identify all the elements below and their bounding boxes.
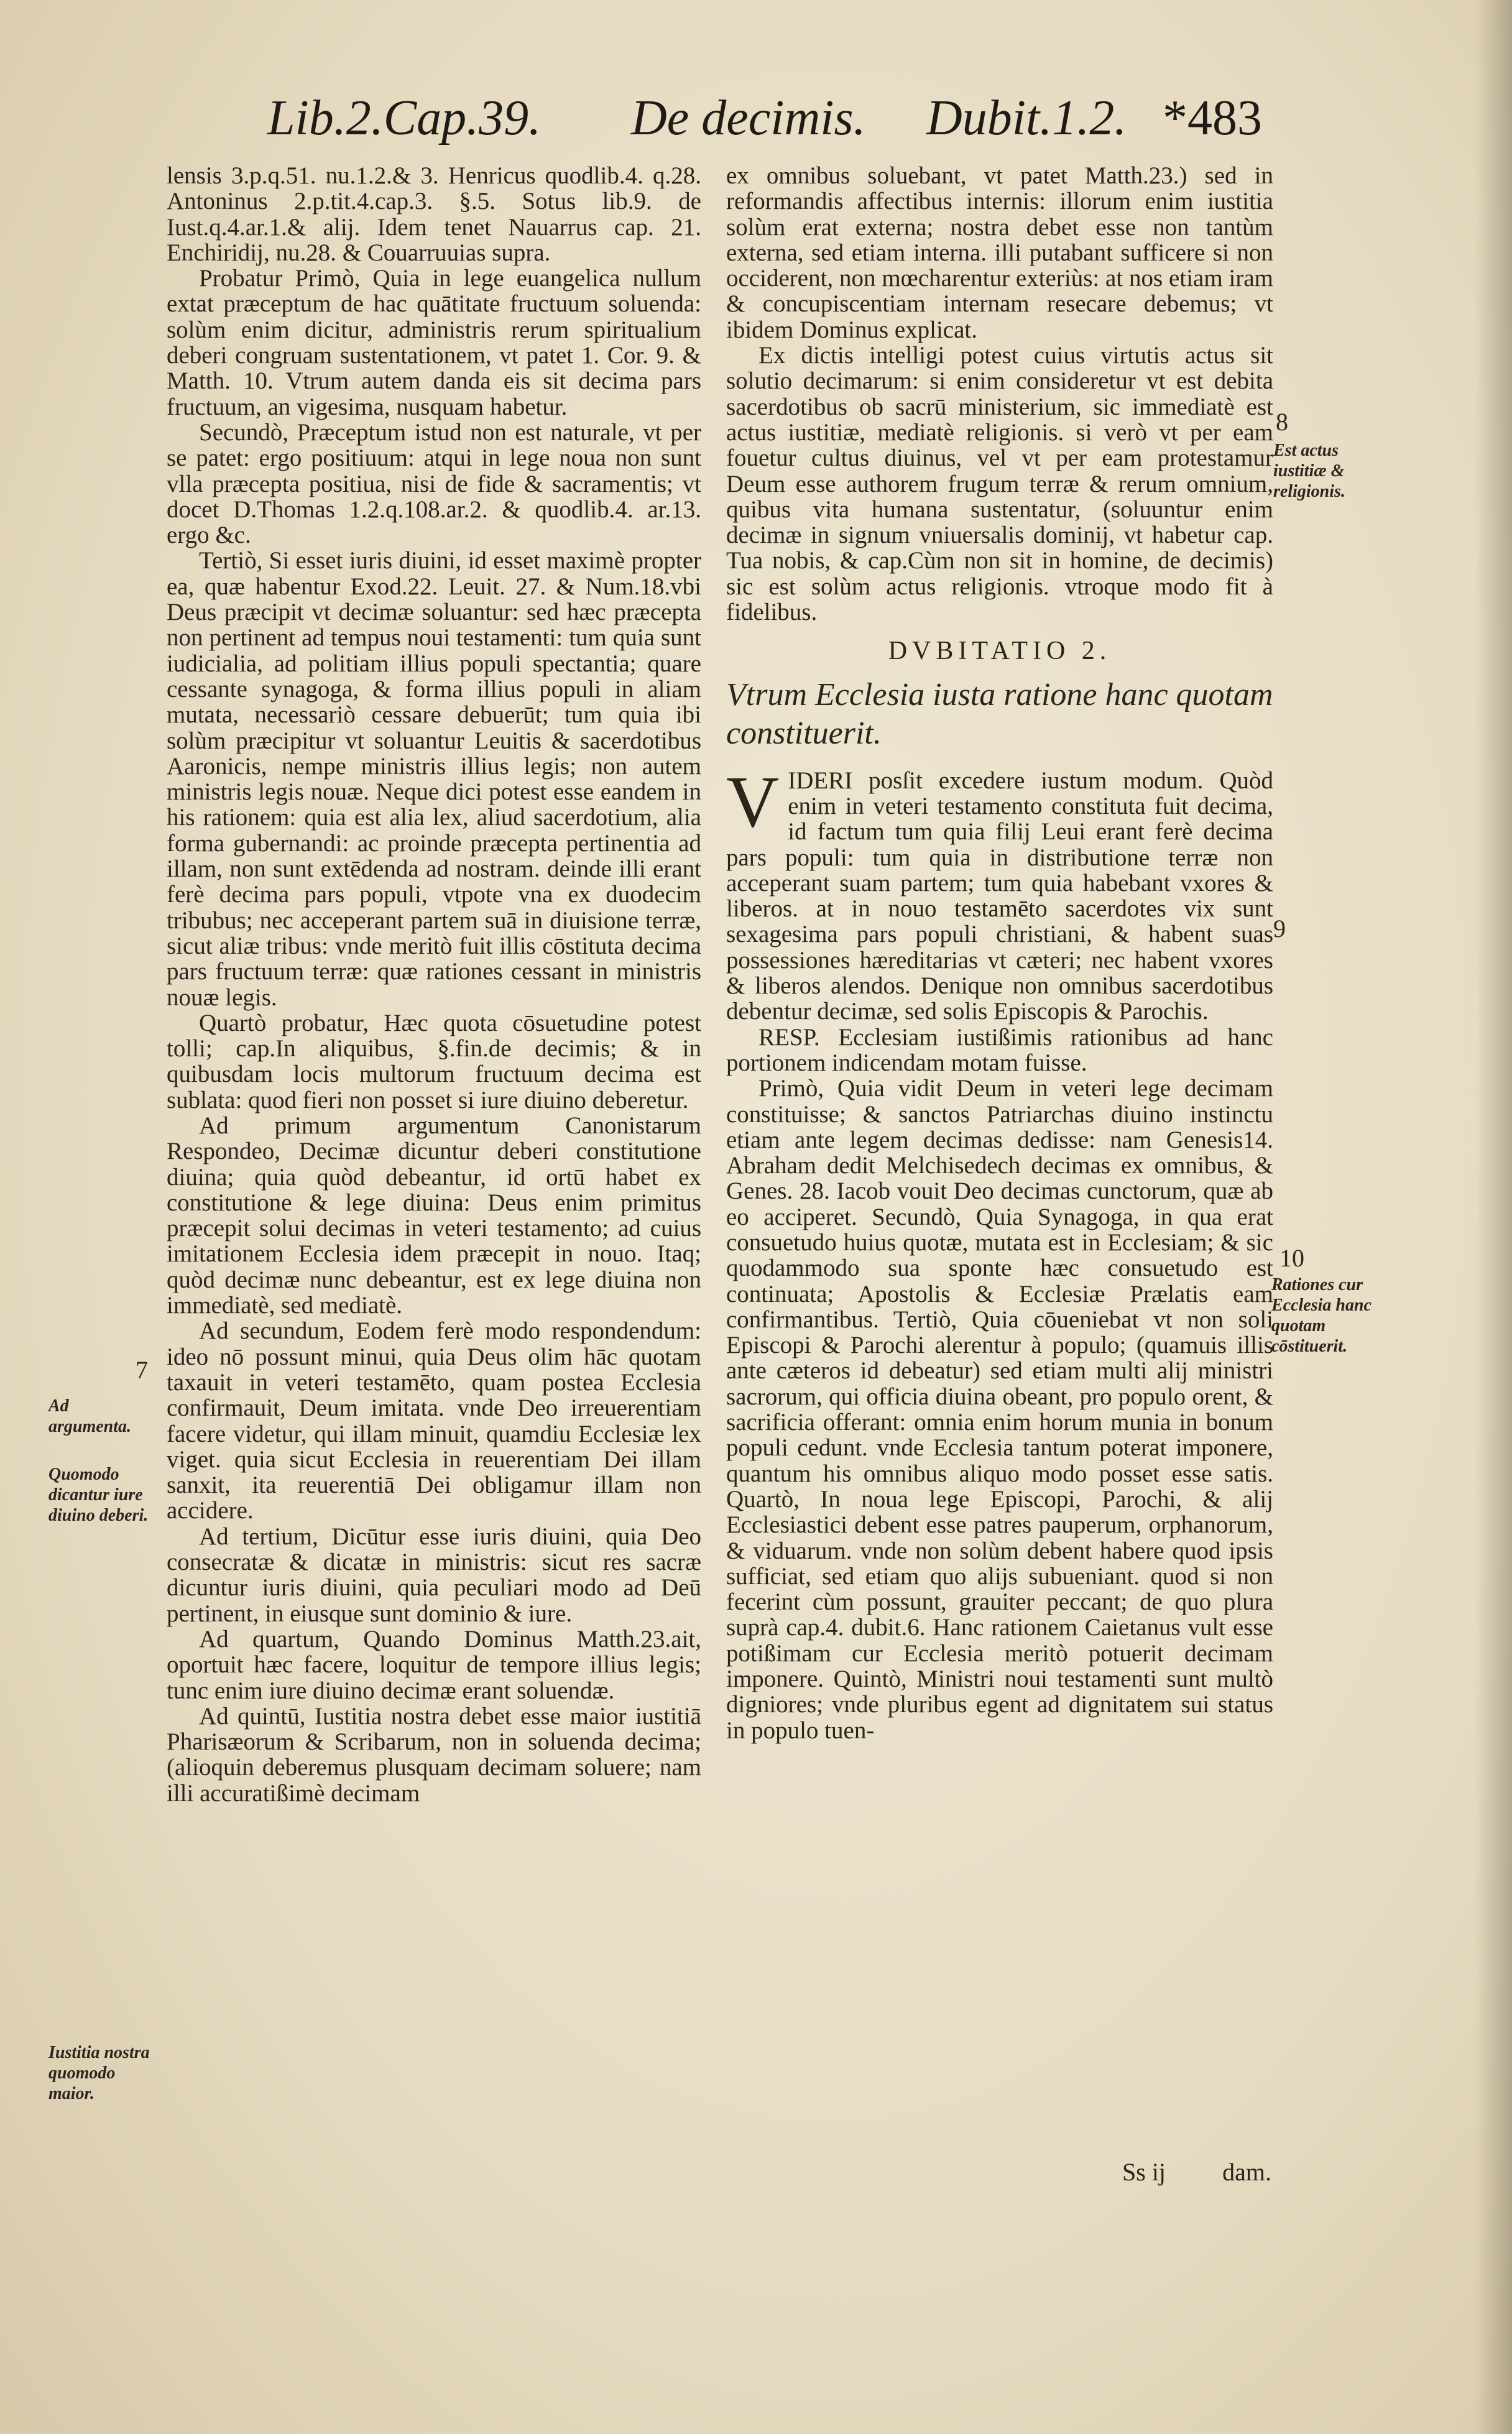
paragraph: Probatur Primò, Quia in lege euangelica nullum extat præceptum de hac quātitate fructuum soluenda: solùm enim dicitur, administris rerum spiritualium deberi congruam sustentationem, vt patet 1. Cor. 9. & Matth. 10. Vtrum autem danda eis sit decima pars fructuum, an vigesima, nusquam habetur. <box>167 265 701 420</box>
paragraph: Ex dictis intelligi potest cuius virtutis actus sit solutio decimarum: si enim consideretur vt est debita sacerdotibus ob sacrū ministerium, sic immediatè est actus iustitiæ, mediatè religionis. si verò vt per eam fouetur cultus diuinus, vel vt per eam protestamur Deum esse authorem frugum terræ & rerum omnium, quibus vita humana sustentatur, (soluuntur enim decimæ in signum vniuersalis dominij, vt habetur cap. Tua nobis, & cap.Cùm non sit in homine, de decimis) sic est solùm actus religionis. vtroque modo fit à fidelibus. <box>726 342 1273 626</box>
paragraph-text: IDERI posſit excedere iustum modum. Quòd enim in veteri testamento constituta fuit decima, id factum tum quia filij Leui erant ferè decima pars populi: tum quia in distributione terræ non acceperant suam partem; tum quia habebant vxores & liberos. at in nouo testamēto sacerdotes vix sunt sexagesima pars populi christiani, & habent suas possessiones hæreditarias vt cæteri; nec habent vxores & liberos alendos. Denique non omnibus sacerdotibus debentur decimæ, sed solis Episcopis & Parochis. <box>726 767 1273 1025</box>
section-heading: DVBITATIO 2. <box>888 637 1112 666</box>
paragraph: Ad quartum, Quando Dominus Matth.23.ait, oportuit hæc facere, loquitur de tempore illius legis; tunc enim iure diuino decimæ erant soluendæ. <box>167 1625 701 1704</box>
paragraph: Secundò, Præceptum istud non est naturale, vt per se patet: ergo positiuum: atqui in lege noua non sunt vlla præcepta positiua, nisi de fide & sacramentis; vt docet D.Thomas 1.2.q.108.ar.2. & quodlib.4. ar.13. ergo &c. <box>167 418 701 549</box>
signature-line <box>1122 2157 1271 2186</box>
margin-number: 8 <box>1276 408 1288 436</box>
margin-note: Iustitia nostra quomodo maior. <box>48 2043 150 2103</box>
paragraph <box>726 760 1273 1025</box>
paragraph: Ad quintū, Iustitia nostra debet esse maior iustitiā Pharisæorum & Scribarum, non in soluenda decima; (alioquin deberemus plusquam decimam soluere; nam illi accuratißimè decimam <box>167 1702 701 1807</box>
header-book-chapter: Lib.2.Cap.39. <box>267 91 542 145</box>
page-edge-shadow <box>1475 0 1512 2434</box>
margin-note: Quomodo dicantur iure diuino deberi. <box>48 1465 149 1525</box>
margin-note: Est actus iustitiæ & religionis. <box>1273 441 1345 501</box>
margin-number: 9 <box>1273 915 1286 943</box>
drop-cap: V <box>726 760 780 842</box>
margin-note: Ad argumenta. <box>48 1396 132 1436</box>
right-column <box>726 163 1273 1743</box>
margin-note: Rationes cur Ecclesia hanc quotam cōstituerit. <box>1271 1275 1371 1356</box>
header-dubitatio: Dubit.1.2. <box>926 91 1127 145</box>
paragraph: Ad tertium, Dicūtur esse iuris diuini, quia Deo consecratæ & dicatæ in ministris: sicut res sacræ dicuntur iuris diuini, quia peculiari modo ad Deū pertinent, in eiusque sunt dominio & iure. <box>167 1523 701 1627</box>
paragraph: Ad primum argumentum Canonistarum Respondeo, Decimæ dicuntur deberi constitutione diuina; quia quòd debeantur, id ortū habet ex constitutione & lege diuina: Deus enim primitus præcepit solui decimas in veteri testamento; ad cuius imitationem Ecclesia idem præcepit in nouo. Itaq; quòd decimæ nunc debeantur, est ex lege diuina non immediatè, sed mediatè. <box>167 1112 701 1319</box>
paragraph: RESP. Ecclesiam iustißimis rationibus ad hanc portionem indicendam motam fuisse. <box>726 1023 1273 1076</box>
paragraph: lensis 3.p.q.51. nu.1.2.& 3. Henricus quodlib.4. q.28. Antoninus 2.p.tit.4.cap.3. §.5. Sotus lib.9. de Iust.q.4.ar.1.& alij. Idem tenet Nauarrus cap. 21. Enchiridij, nu.28. & Couarruuias supra. <box>167 162 701 266</box>
margin-number: 10 <box>1279 1244 1304 1272</box>
page-number: *483 <box>1163 91 1262 145</box>
catchword: dam. <box>1222 2158 1271 2186</box>
question-title: Vtrum Ecclesia iusta ratione hanc quotam constituerit. <box>726 676 1273 751</box>
running-header <box>267 84 1287 152</box>
margin-number: 7 <box>136 1356 148 1384</box>
paragraph: Tertiò, Si esset iuris diuini, id esset maximè propter ea, quæ habentur Exod.22. Leuit. 27. & Num.18.vbi Deus præcipit vt decimæ soluantur: sed hæc præcepta non pertinent ad tempus noui testamenti: tum quia sunt iudicialia, ad politiam illius populi spectantia; quare cessante synagoga, & forma illius populi in aliam mutata, necessariò cessare debuerūt; tum quia ibi solùm præcipitur vt soluantur Leuitis & sacerdotibus Aaronicis, nempe ministris illius legis; non autem ministris legis nouæ. Neque dici potest esse eandem in his rationem: quia est alia lex, aliud sacerdotium, alia forma gubernandi: ac proinde præcepta pertinentia ad illam, non sunt extēdenda ad nostram. deinde illi erant ferè decima pars populi, vtpote vna ex duodecim tribubus; nec acceperant partem suā in diuisione terræ, sicut aliæ tribus: vnde meritò fuit illis cōstituta decima pars fructuum terræ: quæ rationes cessant in ministris nouæ legis. <box>167 547 701 1011</box>
left-column <box>167 163 701 1806</box>
paragraph: Primò, Quia vidit Deum in veteri lege decimam constituisse; & sanctos Patriarchas diuino instinctu etiam ante legem decimas dedisse: nam Genesis14. Abraham dedit Melchisedech decimas ex omnibus, & Genes. 28. Iacob vouit Deo decimas cunctorum, quæ ab eo acciperet. Secundò, Quia Synagoga, in qua erat consuetudo huius quotæ, mutata est in Ecclesiam; & sic quodammodo sua sponte hæc consuetudo est continuata; Apostolis & Ecclesiæ Prælatis eam confirmantibus. Tertiò, Quia cōueniebat vt non soli Episcopi & Parochi alerentur à populo; (quamuis illis ante cæteros id debeatur) sed etiam multi alij ministri sacrorum, qui officia diuina obeant, pro populo orent, & sacrificia offerant: omnia enim horum munia in bonum populi cedunt. vnde Ecclesia tantum poterat imponere, quantum his omnibus aliquo modo posset esse satis. Quartò, In noua lege Episcopi, Parochi, & alij Ecclesiastici debent esse patres pauperum, orphanorum, & viduarum. vnde non solùm debent habere quod ipsis sufficiat, sed etiam quo alijs subueniant. quod si non fecerint cùm possunt, grauiter peccant; de quo plura suprà cap.4. dubit.6. Hanc rationem Caietanus vult esse potißimam cur Ecclesia meritò potuerit decimam imponere. Quintò, Ministri noui testamenti sunt multò digniores; vnde pluribus egent ad dignitatem sui status in populo tuen- <box>726 1075 1273 1744</box>
paragraph: Quartò probatur, Hæc quota cōsuetudine potest tolli; cap.In aliquibus, §.fin.de decimis; & in quibusdam locis multorum fructuum decima est sublata: quod fieri non posset si iure diuino deberetur. <box>167 1009 701 1113</box>
paragraph: Ad secundum, Eodem ferè modo respondendum: ideo nō possunt minui, quia Deus olim hāc quotam taxauit in veteri testamēto, quam postea Ecclesia confirmauit, Deum imitata. vnde Deo irreuerentiam facere videtur, qui illam minuit, quamdiu Ecclesiæ lex viget. quia sicut Ecclesia in reuerentiam Dei illam sanxit, ita reuerentiā Dei obligamur illam non accidere. <box>167 1317 701 1524</box>
paragraph: ex omnibus soluebant, vt patet Matth.23.) sed in reformandis affectibus internis: illorum enim iustitia solùm erat externa; nostra debet esse non tantùm externa, sed etiam interna. illi putabant sufficere si non occiderent, non mœcharentur exteriùs: at nos etiam iram & concupiscentiam internam resecare debemus; vt ibidem Dominus explicat. <box>726 162 1273 343</box>
signature-mark: Ss ij <box>1122 2158 1166 2186</box>
header-topic: De decimis. <box>631 91 866 145</box>
